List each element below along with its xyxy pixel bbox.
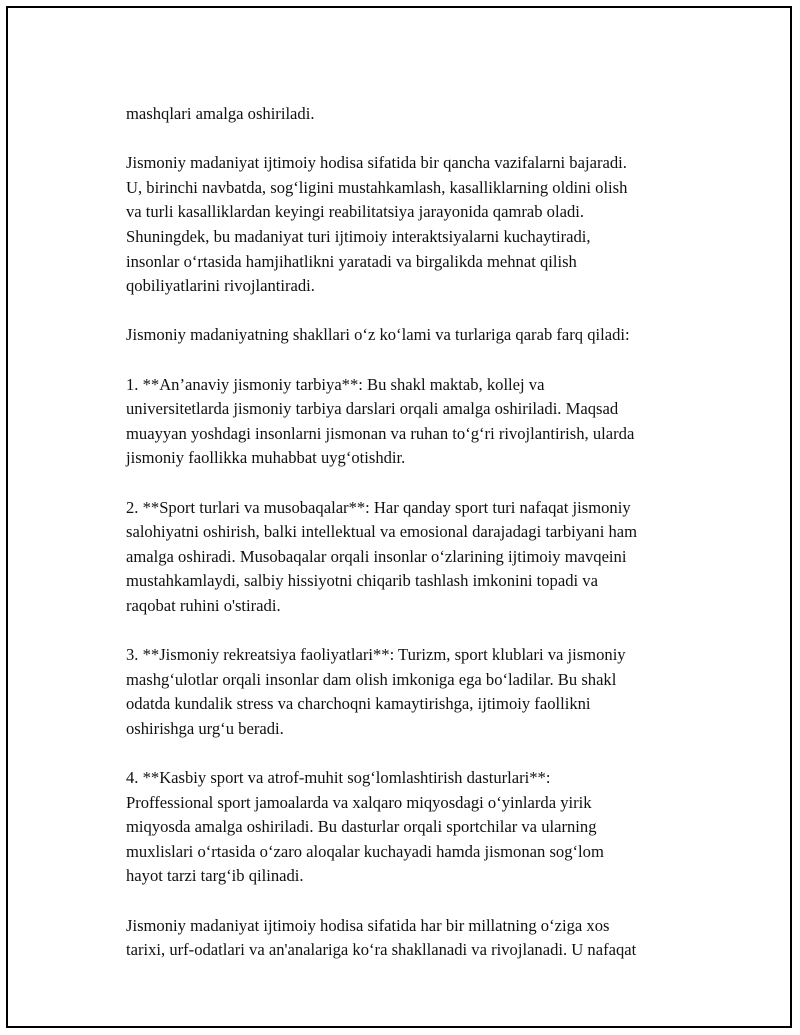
text-line: 3. **Jismoniy rekreatsiya faoliyatlari**: Turizm, sport klublari va jismoniy	[126, 645, 626, 665]
paragraph	[126, 102, 706, 127]
text-line: 2. **Sport turlari va musobaqalar**: Har qanday sport turi nafaqat jismoniy	[126, 497, 631, 517]
text-line: 1. **An’anaviy jismoniy tarbiya**: Bu shakl maktab, kollej va	[126, 374, 545, 394]
text-line: universitetlarda jismoniy tarbiya darslari orqali amalga oshiriladi. Maqsad	[126, 399, 619, 419]
text-line: Jismoniy madaniyat ijtimoiy hodisa sifatida bir qancha vazifalarni bajaradi.	[126, 153, 627, 173]
text-line: mustahkamlaydi, salbiy hissiyotni chiqarib tashlash imkonini topadi va	[126, 571, 598, 591]
text-line: tarixi, urf-odatlari va an'analariga ko‘ra shakllanadi va rivojlanadi. U nafaqat	[126, 940, 637, 960]
text-line: miqyosda amalga oshiriladi. Bu dasturlar orqali sportchilar va ularning	[126, 817, 597, 837]
paragraph	[126, 766, 706, 889]
text-line: mashqlari amalga oshiriladi.	[126, 104, 315, 123]
text-line: raqobat ruhini o'stiradi.	[126, 595, 281, 615]
text-line: jismoniy faollikka muhabbat uyg‘otishdir.	[126, 448, 406, 468]
paragraph	[126, 643, 706, 741]
paragraph	[126, 323, 706, 348]
text-line: qobiliyatlarini rivojlantiradi.	[126, 276, 315, 296]
text-line: amalga oshiradi. Musobaqalar orqali insonlar o‘zlarining ijtimoiy mavqeini	[126, 546, 627, 566]
paragraph	[126, 914, 706, 963]
text-line: Jismoniy madaniyat ijtimoiy hodisa sifatida har bir millatning o‘ziga xos	[126, 915, 610, 935]
text-line: hayot tarzi targ‘ib qilinadi.	[126, 866, 304, 886]
text-line: salohiyatni oshirish, balki intellektual va emosional darajadagi tarbiyani ham	[126, 522, 638, 542]
text-line: muxlislari o‘rtasida o‘zaro aloqalar kuchayadi hamda jismonan sog‘lom	[126, 841, 604, 861]
text-line: 4. **Kasbiy sport va atrof-muhit sog‘lomlashtirish dasturlari**:	[126, 768, 551, 788]
text-line: muayyan yoshdagi insonlarni jismonan va ruhan to‘g‘ri rivojlantirish, ularda	[126, 423, 635, 443]
text-line: Proffessional sport jamoalarda va xalqaro miqyosdagi o‘yinlarda yirik	[126, 792, 592, 812]
paragraph	[126, 151, 706, 299]
text-line: insonlar o‘rtasida hamjihatlikni yaratadi va birgalikda mehnat qilish	[126, 251, 577, 271]
paragraph	[126, 496, 706, 619]
text-line: mashg‘ulotlar orqali insonlar dam olish imkoniga ega bo‘ladilar. Bu shakl	[126, 669, 617, 689]
text-line: va turli kasalliklardan keyingi reabilitatsiya jarayonida qamrab oladi.	[126, 202, 585, 222]
text-line: oshirishga urg‘u beradi.	[126, 718, 284, 738]
page-border	[6, 6, 792, 1028]
text-line: odatda kundalik stress va charchoqni kamaytirishga, ijtimoiy faollikni	[126, 694, 591, 714]
text-line: Shuningdek, bu madaniyat turi ijtimoiy interaktsiyalarni kuchaytiradi,	[126, 226, 591, 246]
text-line: Jismoniy madaniyatning shakllari o‘z ko‘lami va turlariga qarab farq qiladi:	[126, 325, 630, 345]
paragraph	[126, 373, 706, 471]
document-body	[126, 102, 706, 987]
text-line: U, birinchi navbatda, sog‘ligini mustahkamlash, kasalliklarning oldini olish	[126, 177, 628, 197]
